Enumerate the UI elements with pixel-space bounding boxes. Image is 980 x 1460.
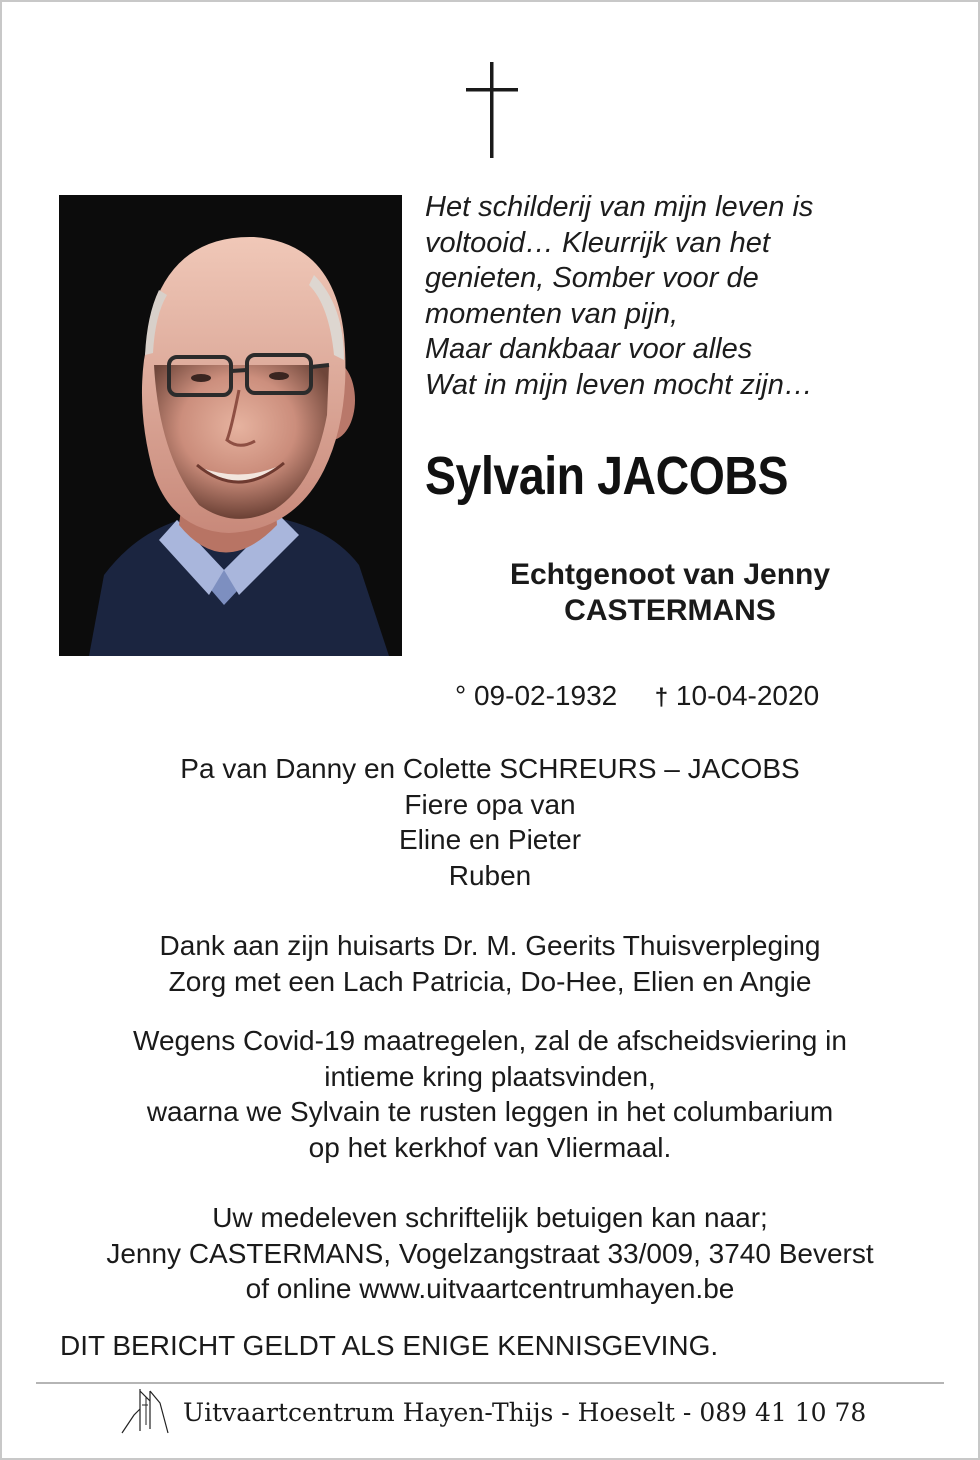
family-line: Fiere opa van	[404, 788, 576, 820]
covid-line: intieme kring plaatsvinden,	[324, 1060, 656, 1092]
covid-line: op het kerkhof van Vliermaal.	[308, 1131, 672, 1163]
thanks-section	[0, 928, 980, 999]
thanks-line: Zorg met een Lach Patricia, Do-Hee, Elien en Angie	[168, 965, 812, 997]
covid-line: Wegens Covid-19 maatregelen, zal de afscheidsviering in	[133, 1025, 847, 1056]
portrait-photo	[59, 195, 402, 656]
poem-line: Het schilderij van mijn leven is	[425, 191, 814, 223]
thanks-line: Dank aan zijn huisarts Dr. M. Geerits Thuisverpleging	[159, 930, 821, 961]
birth-symbol: °	[455, 680, 467, 711]
spouse-info	[420, 557, 920, 629]
condolence-section	[0, 1200, 980, 1307]
spouse-line: CASTERMANS	[564, 594, 776, 627]
poem-line: momenten van pijn,	[425, 297, 679, 330]
family-line: Ruben	[448, 859, 532, 891]
latin-cross-icon	[462, 62, 522, 158]
family-section	[0, 751, 980, 893]
death-date: 10-04-2020	[675, 680, 820, 711]
condolence-line: Jenny CASTERMANS, Vogelzangstraat 33/009, 3740 Beverst	[106, 1237, 874, 1269]
covid-line: waarna we Sylvain te rusten leggen in het columbarium	[146, 1096, 834, 1127]
deceased-name: Sylvain JACOBS	[425, 446, 789, 506]
poem-line: Maar dankbaar voor alles	[425, 333, 753, 365]
poem-line: genieten, Somber voor de	[425, 262, 759, 294]
funeral-home-logo-icon	[120, 1385, 172, 1437]
family-line: Eline en Pieter	[398, 824, 582, 855]
death-symbol: †	[654, 684, 669, 711]
poem-line: voltooid… Kleurrijk van het	[425, 226, 770, 259]
funeral-home-footer: Uitvaartcentrum Hayen-Thijs - Hoeselt - 089 41 10 78	[183, 1398, 867, 1427]
condolence-line: Uw medeleven schriftelijk betuigen kan naar;	[212, 1202, 768, 1233]
official-notice: DIT BERICHT GELDT ALS ENIGE KENNISGEVING.	[60, 1330, 719, 1361]
footer-divider	[36, 1382, 944, 1384]
spouse-line: Echtgenoot van Jenny	[509, 558, 831, 591]
birth-date: 09-02-1932	[473, 680, 618, 711]
life-dates	[455, 680, 819, 712]
poem	[425, 190, 945, 403]
family-line: Pa van Danny en Colette SCHREURS – JACOBS	[180, 753, 800, 784]
condolence-line: of online www.uitvaartcentrumhayen.be	[245, 1273, 735, 1304]
poem-line: Wat in mijn leven mocht zijn…	[425, 368, 813, 401]
covid-section	[0, 1023, 980, 1165]
